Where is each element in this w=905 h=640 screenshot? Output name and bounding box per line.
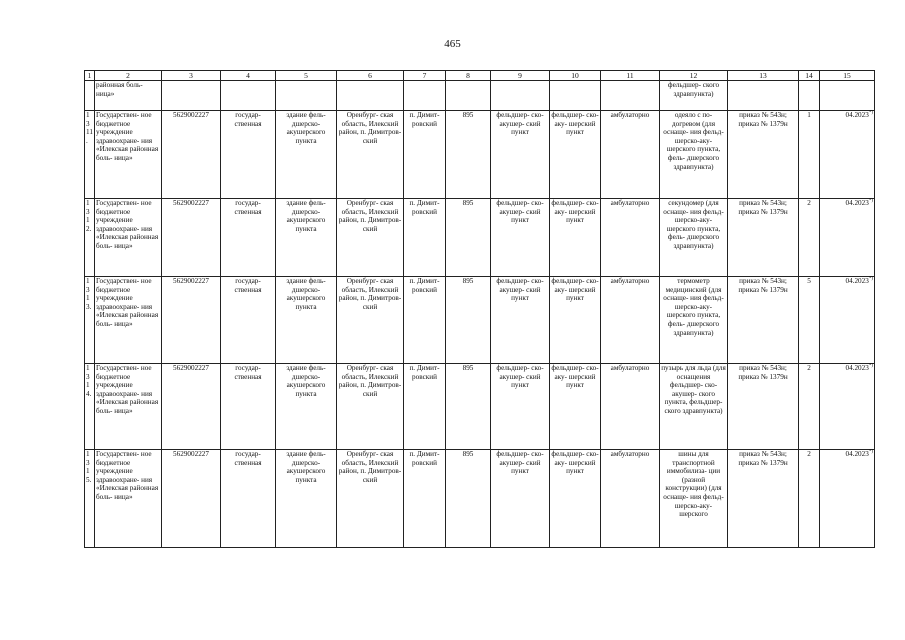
ownership-cell: государ- ственная [221, 199, 276, 277]
subdivision-cell: фельдшер- ско-аку- шерский пункт [550, 364, 601, 450]
settlement-cell: п. Димит- ровский [404, 450, 446, 548]
address-cell: Оренбург- ская область, Илекский район, п. Димитров- ский [337, 199, 404, 277]
equipment-cell: шины для транспортной иммобилиза- ции (разной конструкции) (для оснаще- ния фельд- шерско-аку- шерского [660, 450, 728, 548]
date-value: 04.2023 [845, 277, 869, 285]
ownership-cell: государ- ственная [221, 111, 276, 199]
code-cell: 895 [446, 364, 491, 450]
registry-table [84, 70, 875, 548]
column-number: 13 [728, 71, 799, 81]
column-number: 7 [404, 71, 446, 81]
date-cell [820, 199, 875, 277]
care-type-cell: амбулаторно [601, 111, 660, 199]
subdivision-cell: фельдшер- ско-аку- шерский пункт [550, 277, 601, 364]
address-cell: Оренбург- ская область, Илекский район, п. Димитров- ский [337, 364, 404, 450]
quantity-cell: 1 [799, 111, 820, 199]
column-number: 8 [446, 71, 491, 81]
equipment-cell: пузырь для льда (для оснащения фельдшер- ско-акушер- ского пункта, фельдшер- ского здравпункта) [660, 364, 728, 450]
order-cell: приказ № 543н; приказ № 1379н [728, 111, 799, 199]
inn-cell: 5629002227 [162, 199, 221, 277]
date-value: 04.2023 [845, 450, 869, 458]
quantity-cell: 2 [799, 450, 820, 548]
inn-cell: 5629002227 [162, 277, 221, 364]
date-cell [820, 111, 875, 199]
care-type-cell: амбулаторно [601, 199, 660, 277]
column-number: 15 [820, 71, 875, 81]
building-cell: здание фель- дшерско- акушерского пункта [276, 450, 337, 548]
continuation-row [85, 81, 875, 111]
care-type-cell: амбулаторно [601, 277, 660, 364]
subdivision-cell: фельдшер- ско-аку- шерский пункт [550, 199, 601, 277]
building-cell: здание фель- дшерско- акушерского пункта [276, 111, 337, 199]
column-number-row [85, 71, 875, 81]
continuation-item-cell: фельдшер- ского здравпункта) [660, 81, 728, 111]
care-type-cell: амбулаторно [601, 450, 660, 548]
equipment-cell: термометр медицинский (для оснаще- ния фельд- шерско-аку- шерского пункта, фель- дшерского здравпункта) [660, 277, 728, 364]
column-number: 2 [95, 71, 162, 81]
address-cell: Оренбург- ская область, Илекский район, п. Димитров- ский [337, 111, 404, 199]
table-row [85, 450, 875, 548]
column-number: 9 [491, 71, 550, 81]
organization-cell: Государствен- ное бюджетное учреждение здравоохране- ния «Илекская районная боль- ница» [95, 199, 162, 277]
page-number: 465 [444, 38, 461, 50]
code-cell: 895 [446, 111, 491, 199]
address-cell: Оренбург- ская область, Илекский район, п. Димитров- ский [337, 450, 404, 548]
column-number: 1 [85, 71, 95, 81]
column-number: 6 [337, 71, 404, 81]
record-number-cell: 1315. [85, 450, 95, 548]
organization-cell: Государствен- ное бюджетное учреждение здравоохране- ния «Илекская районная боль- ница» [95, 111, 162, 199]
record-number-cell: 1311. [85, 111, 95, 199]
organization-cell: Государствен- ное бюджетное учреждение здравоохране- ния «Илекская районная боль- ница» [95, 364, 162, 450]
column-number: 11 [601, 71, 660, 81]
order-cell: приказ № 543н; приказ № 1379н [728, 450, 799, 548]
ownership-cell: государ- ственная [221, 277, 276, 364]
unit-cell: фельдшер- ско-акушер- ский пункт [491, 450, 550, 548]
equipment-cell: секундомер (для оснаще- ния фельд- шерско-аку- шерского пункта, фель- дшерского здравпункта) [660, 199, 728, 277]
table-row [85, 199, 875, 277]
inn-cell: 5629002227 [162, 450, 221, 548]
subdivision-cell: фельдшер- ско-аку- шерский пункт [550, 111, 601, 199]
footnote-mark: *) [868, 110, 873, 116]
building-cell: здание фель- дшерско- акушерского пункта [276, 364, 337, 450]
settlement-cell: п. Димит- ровский [404, 111, 446, 199]
column-number: 4 [221, 71, 276, 81]
column-number: 14 [799, 71, 820, 81]
continuation-org-cell: районная боль- ница» [95, 81, 162, 111]
quantity-cell: 5 [799, 277, 820, 364]
column-number: 3 [162, 71, 221, 81]
footnote-mark: *) [868, 449, 873, 455]
date-cell [820, 364, 875, 450]
date-value: 04.2023 [845, 364, 869, 372]
settlement-cell: п. Димит- ровский [404, 277, 446, 364]
quantity-cell: 2 [799, 199, 820, 277]
footnote-mark: *) [868, 363, 873, 369]
quantity-cell: 2 [799, 364, 820, 450]
record-number-cell: 1314. [85, 364, 95, 450]
care-type-cell: амбулаторно [601, 364, 660, 450]
record-number-cell: 1312. [85, 199, 95, 277]
organization-cell: Государствен- ное бюджетное учреждение здравоохране- ния «Илекская районная боль- ница» [95, 277, 162, 364]
column-number: 5 [276, 71, 337, 81]
unit-cell: фельдшер- ско-акушер- ский пункт [491, 111, 550, 199]
ownership-cell: государ- ственная [221, 450, 276, 548]
order-cell: приказ № 543н; приказ № 1379н [728, 199, 799, 277]
building-cell: здание фель- дшерско- акушерского пункта [276, 199, 337, 277]
date-value: 04.2023 [845, 111, 869, 119]
code-cell: 895 [446, 450, 491, 548]
order-cell: приказ № 543н; приказ № 1379н [728, 364, 799, 450]
subdivision-cell: фельдшер- ско-аку- шерский пункт [550, 450, 601, 548]
record-number-cell: 1313. [85, 277, 95, 364]
ownership-cell: государ- ственная [221, 364, 276, 450]
inn-cell: 5629002227 [162, 364, 221, 450]
date-value: 04.2023 [845, 199, 869, 207]
footnote-mark: *) [868, 198, 873, 204]
code-cell: 895 [446, 277, 491, 364]
address-cell: Оренбург- ская область, Илекский район, п. Димитров- ский [337, 277, 404, 364]
footnote-mark: *) [868, 276, 873, 282]
column-number: 12 [660, 71, 728, 81]
settlement-cell: п. Димит- ровский [404, 364, 446, 450]
unit-cell: фельдшер- ско-акушер- ский пункт [491, 364, 550, 450]
order-cell: приказ № 543н; приказ № 1379н [728, 277, 799, 364]
table-row [85, 277, 875, 364]
equipment-cell: одеяло с по- догревом (для оснаще- ния фельд- шерско-аку- шерского пункта, фель- дшерского здравпункта) [660, 111, 728, 199]
unit-cell: фельдшер- ско-акушер- ский пункт [491, 277, 550, 364]
inn-cell: 5629002227 [162, 111, 221, 199]
unit-cell: фельдшер- ско-акушер- ский пункт [491, 199, 550, 277]
organization-cell: Государствен- ное бюджетное учреждение здравоохране- ния «Илекская районная боль- ница» [95, 450, 162, 548]
date-cell [820, 277, 875, 364]
table-row [85, 364, 875, 450]
code-cell: 895 [446, 199, 491, 277]
table-row [85, 111, 875, 199]
building-cell: здание фель- дшерско- акушерского пункта [276, 277, 337, 364]
date-cell [820, 450, 875, 548]
column-number: 10 [550, 71, 601, 81]
settlement-cell: п. Димит- ровский [404, 199, 446, 277]
